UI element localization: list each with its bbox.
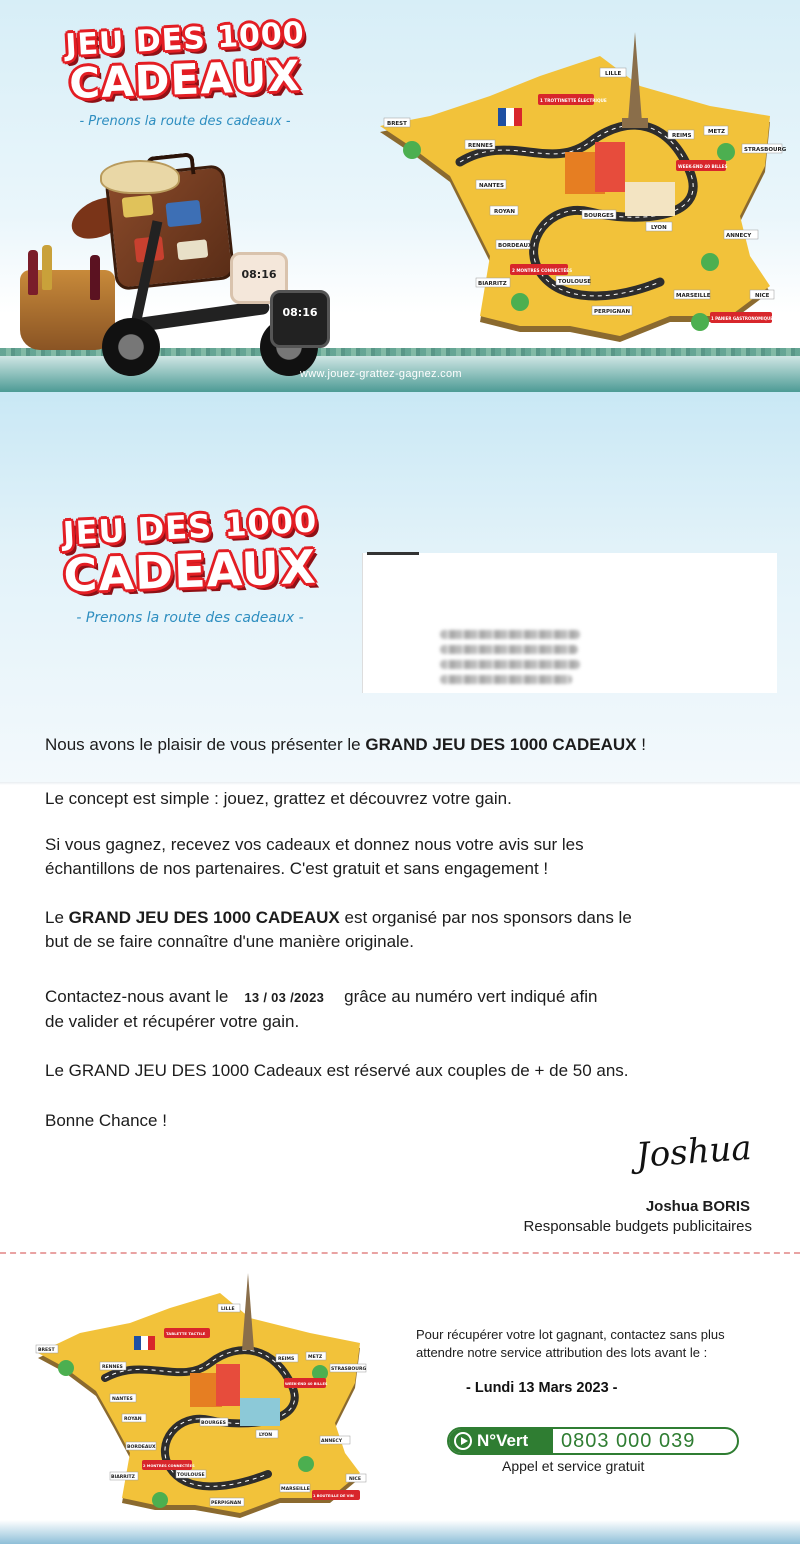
call-note: Appel et service gratuit bbox=[502, 1458, 645, 1474]
address-window-tab bbox=[367, 552, 419, 555]
map-city-biarritz: BIARRITZ bbox=[478, 281, 507, 287]
coupon-city-metz: METZ bbox=[308, 1355, 323, 1360]
logo-tagline: - Prenons la route des cadeaux - bbox=[76, 610, 304, 626]
paragraph-organizer: Le GRAND JEU DES 1000 CADEAUX est organisé par nos sponsors dans le but de se faire connaître d'une manière originale. bbox=[45, 908, 632, 951]
numero-vert-label: N°Vert bbox=[449, 1429, 553, 1453]
coupon-city-reims: REIMS bbox=[278, 1357, 295, 1362]
page-fold bbox=[0, 782, 800, 785]
coupon-city-bourges: BOURGES bbox=[201, 1421, 226, 1426]
map-city-marseille: MARSEILLE bbox=[676, 293, 711, 299]
coupon-city-biarritz: BIARRITZ bbox=[111, 1475, 136, 1480]
logo-tagline: - Prenons la route des cadeaux - bbox=[79, 114, 291, 129]
coupon-city-nantes: NANTES bbox=[112, 1397, 133, 1402]
map-city-reims: REIMS bbox=[672, 133, 692, 139]
map-city-brest: BREST bbox=[387, 121, 407, 127]
map-city-royan: ROYAN bbox=[494, 209, 516, 215]
coupon-city-nice: NICE bbox=[349, 1477, 362, 1482]
straw-hat-icon bbox=[100, 160, 180, 194]
map-city-bourges: BOURGES bbox=[584, 213, 614, 219]
map-prize-weekend: WEEK-END 40 BILLES bbox=[678, 164, 728, 169]
logo-line2: CADEAUX bbox=[68, 50, 302, 109]
coupon-instructions: Pour récupérer votre lot gagnant, contactez sans plus attendre notre service attribution des lots avant le : bbox=[416, 1327, 725, 1360]
map-prize-watches: 2 MONTRES CONNECTÉES bbox=[512, 268, 573, 273]
map-city-lyon: LYON bbox=[651, 225, 667, 231]
coupon-city-perpignan: PERPIGNAN bbox=[211, 1501, 242, 1506]
signer-role: Responsable budgets publicitaires bbox=[523, 1218, 752, 1235]
map-city-metz: METZ bbox=[708, 129, 725, 135]
coupon-city-strasbourg: STRASBOURG bbox=[331, 1367, 367, 1372]
map-city-strasbourg: STRASBOURG bbox=[744, 147, 787, 153]
map-city-rennes: RENNES bbox=[468, 143, 493, 149]
coupon-city-brest: BREST bbox=[38, 1348, 55, 1353]
coupon-footer-decoration bbox=[0, 1520, 800, 1544]
map-prize-basket: 1 PANIER GASTRONOMIQUE bbox=[711, 316, 773, 321]
paragraph-intro: Nous avons le plaisir de vous présenter le GRAND JEU DES 1000 CADEAUX ! bbox=[45, 735, 646, 754]
coupon-city-bordeaux: BORDEAUX bbox=[127, 1445, 156, 1450]
free-phone-number[interactable] bbox=[447, 1427, 739, 1455]
map-city-nantes: NANTES bbox=[479, 183, 504, 189]
paragraph-contact: Contactez-nous avant le 13 / 03 /2023 grâce au numéro vert indiqué afin de valider et récupérer votre gain. bbox=[45, 987, 598, 1031]
phone-number: 0803 000 039 bbox=[561, 1430, 696, 1452]
coupon-prize-tablet: TABLETTE TACTILE bbox=[166, 1331, 206, 1336]
paragraph-eligibility: Le GRAND JEU DES 1000 Cadeaux est réservé aux couples de + de 50 ans. bbox=[45, 1061, 629, 1080]
map-city-annecy: ANNECY bbox=[726, 233, 752, 239]
deadline-date: 13 / 03 /2023 bbox=[244, 990, 325, 1005]
logo-line1: JEU DES 1000 bbox=[64, 15, 306, 64]
brand-logo-top bbox=[50, 15, 320, 129]
map-city-perpignan: PERPIGNAN bbox=[594, 309, 631, 315]
scooter-wheel-icon bbox=[102, 318, 160, 376]
coupon-city-marseille: MARSEILLE bbox=[281, 1487, 310, 1492]
cut-line bbox=[0, 1252, 800, 1254]
coupon-prize-weekend: WEEK-END 40 BILLES bbox=[285, 1382, 328, 1386]
coupon-city-royan: ROYAN bbox=[124, 1417, 142, 1422]
signer-name: Joshua BORIS bbox=[645, 1198, 750, 1215]
play-icon bbox=[454, 1432, 472, 1450]
brand-logo-letter bbox=[40, 501, 340, 626]
france-route-map bbox=[370, 22, 790, 352]
paragraph-gain: Si vous gagnez, recevez vos cadeaux et donnez nous votre avis sur les échantillons de nos partenaires. C'est gratuit et sans engagement ! bbox=[45, 835, 584, 878]
coupon-city-lille: LILLE bbox=[221, 1307, 235, 1312]
paragraph-closing: Bonne Chance ! bbox=[45, 1111, 167, 1130]
coupon-city-rennes: RENNES bbox=[102, 1365, 123, 1370]
coupon-deadline: - Lundi 13 Mars 2023 - bbox=[466, 1380, 618, 1396]
map-city-nice: NICE bbox=[755, 293, 770, 299]
coupon-prize-watches: 2 MONTRES CONNECTÉES bbox=[143, 1464, 195, 1468]
wine-bottle-icon bbox=[90, 255, 100, 300]
coupon-city-lyon: LYON bbox=[259, 1433, 273, 1438]
smartwatch-icon: 08:16 bbox=[230, 252, 288, 304]
coupon-prize-wine: 1 BOUTEILLE DE VIN bbox=[313, 1494, 354, 1498]
france-route-map-coupon bbox=[30, 1268, 370, 1523]
smartwatch-icon: 08:16 bbox=[270, 290, 330, 348]
map-prize-scooter: 1 TROTTINETTE ÉLECTRIQUE bbox=[540, 98, 607, 103]
prize-collage bbox=[20, 160, 350, 385]
coupon-city-toulouse: TOULOUSE bbox=[177, 1473, 205, 1478]
coupon-city-annecy: ANNECY bbox=[321, 1439, 343, 1444]
wine-bottle-icon bbox=[42, 245, 52, 290]
wine-bottle-icon bbox=[28, 250, 38, 295]
map-city-toulouse: TOULOUSE bbox=[558, 279, 592, 285]
paragraph-concept: Le concept est simple : jouez, grattez et découvrez votre gain. bbox=[45, 789, 512, 808]
redacted-address bbox=[440, 630, 585, 690]
website-url: www.jouez-grattez-gagnez.com bbox=[300, 368, 462, 380]
handwritten-signature: Joshua bbox=[634, 1128, 753, 1176]
logo-line2: CADEAUX bbox=[62, 539, 318, 603]
map-city-bordeaux: BORDEAUX bbox=[498, 243, 533, 249]
logo-line1: JEU DES 1000 bbox=[61, 501, 319, 553]
map-city-lille: LILLE bbox=[605, 71, 622, 77]
